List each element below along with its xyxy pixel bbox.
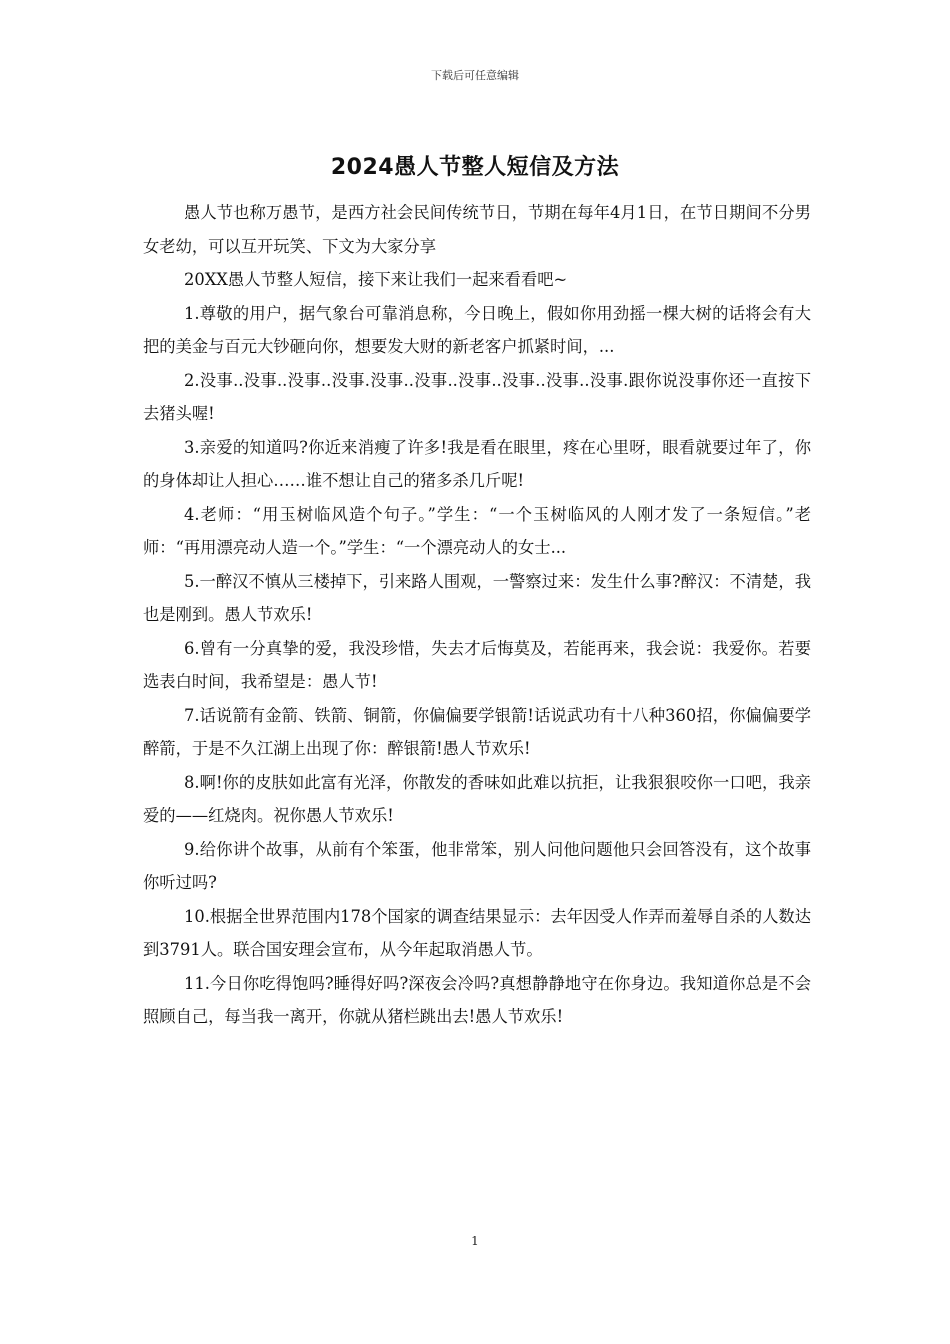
message-item-1: 1.尊敬的用户，据气象台可靠消息称，今日晚上，假如你用劲摇一棵大树的话将会有大把的美金与百元大钞砸向你，想要发大财的新老客户抓紧时间，...	[143, 303, 811, 356]
message-item-10: 10.根据全世界范围内178个国家的调查结果显示：去年因受人作弄而羞辱自杀的人数达到3791人。联合国安理会宣布，从今年起取消愚人节。	[143, 906, 811, 959]
message-item-8: 8.啊!你的皮肤如此富有光泽，你散发的香味如此难以抗拒，让我狠狠咬你一口吧，我亲爱的——红烧肉。祝你愚人节欢乐!	[143, 772, 811, 825]
message-item-9: 9.给你讲个故事，从前有个笨蛋，他非常笨，别人问他问题他只会回答没有，这个故事你听过吗?	[143, 839, 811, 892]
message-item-2: 2.没事..没事..没事..没事.没事..没事..没事..没事..没事..没事.跟你说没事你还一直按下去猪头喔!	[143, 370, 811, 423]
header-note: 下载后可任意编辑	[431, 69, 519, 82]
intro-lead-paragraph: 20XX愚人节整人短信，接下来让我们一起来看看吧~	[184, 270, 568, 289]
message-item-7: 7.话说箭有金箭、铁箭、铜箭，你偏偏要学银箭!话说武功有十八种360招，你偏偏要学醉箭，于是不久江湖上出现了你：醉银箭!愚人节欢乐!	[143, 705, 811, 758]
page-number: 1	[471, 1234, 479, 1248]
message-item-4: 4.老师：“用玉树临风造个句子。”学生：“一个玉树临风的人刚才发了一条短信。”老师：“再用漂亮动人造一个。”学生：“一个漂亮动人的女士...	[143, 504, 811, 557]
message-item-6: 6.曾有一分真挚的爱，我没珍惜，失去才后悔莫及，若能再来，我会说：我爱你。若要选表白时间，我希望是：愚人节!	[143, 638, 811, 691]
message-item-3: 3.亲爱的知道吗?你近来消瘦了许多!我是看在眼里，疼在心里呀，眼看就要过年了，你的身体却让人担心……谁不想让自己的猪多杀几斤呢!	[143, 437, 811, 490]
message-item-11: 11.今日你吃得饱吗?睡得好吗?深夜会冷吗?真想静静地守在你身边。我知道你总是不会照顾自己，每当我一离开，你就从猪栏跳出去!愚人节欢乐!	[143, 973, 811, 1026]
intro-paragraph: 愚人节也称万愚节，是西方社会民间传统节日，节期在每年4月1日，在节日期间不分男女老幼，可以互开玩笑、下文为大家分享	[143, 203, 811, 256]
document-body	[143, 196, 811, 1034]
document-title: 2024愚人节整人短信及方法	[330, 155, 620, 180]
message-item-5: 5.一醉汉不慎从三楼掉下，引来路人围观，一警察过来：发生什么事?醉汉：不清楚，我也是刚到。愚人节欢乐!	[143, 571, 811, 624]
